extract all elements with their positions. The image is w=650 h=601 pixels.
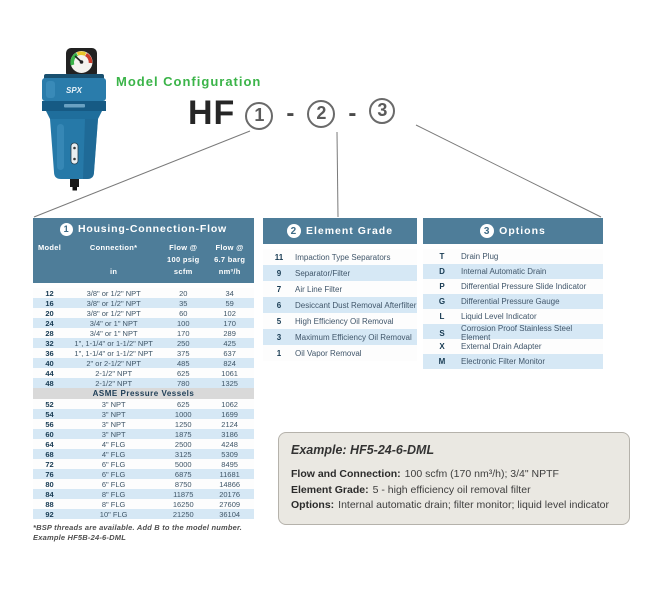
grade-code-cell: 1 bbox=[276, 348, 282, 358]
example-line-label: Options: bbox=[291, 499, 335, 511]
scfm-cell: 60 bbox=[179, 308, 188, 318]
option-label-cell: Internal Automatic Drain bbox=[461, 267, 547, 276]
table-row bbox=[263, 329, 417, 345]
col-flow-barg bbox=[205, 242, 254, 278]
table-row bbox=[423, 354, 603, 369]
option-code-cell: T bbox=[439, 252, 445, 261]
nm3h-cell: 102 bbox=[223, 308, 236, 318]
connection-cell: 3/8" or 1/2" NPT bbox=[86, 298, 141, 308]
scfm-cell: 16250 bbox=[172, 499, 194, 509]
connection-cell: 3" NPT bbox=[101, 399, 126, 409]
housing-table-title-text: Housing-Connection-Flow bbox=[77, 223, 228, 235]
scfm-cell: 780 bbox=[176, 378, 190, 388]
example-line bbox=[291, 483, 617, 499]
model-cell: 92 bbox=[45, 509, 54, 519]
option-label-cell: Liquid Level Indicator bbox=[461, 312, 537, 321]
filter-bowl bbox=[46, 111, 102, 191]
scfm-cell: 1250 bbox=[174, 419, 192, 429]
col-model bbox=[33, 242, 66, 278]
connection-cell: 2-1/2" NPT bbox=[95, 378, 133, 388]
connection-cell: 8" FLG bbox=[101, 489, 126, 499]
table-row bbox=[423, 339, 603, 354]
sight-glass-indicator bbox=[71, 143, 78, 164]
brand-label: SPX bbox=[65, 86, 83, 95]
scfm-cell: 625 bbox=[176, 399, 190, 409]
grade-label-cell: High Efficiency Oil Removal bbox=[295, 316, 394, 326]
connection-cell: 3" NPT bbox=[101, 419, 126, 429]
connection-cell: 3" NPT bbox=[101, 409, 126, 419]
option-label-cell: Electronic Filter Monitor bbox=[461, 357, 546, 366]
model-cell: 16 bbox=[45, 298, 54, 308]
nm3h-cell: 2124 bbox=[221, 419, 238, 429]
option-label-cell: Corrosion Proof Stainless Steel Element bbox=[461, 324, 573, 342]
options-header bbox=[423, 218, 603, 244]
nm3h-cell: 1061 bbox=[221, 368, 238, 378]
housing-rows bbox=[33, 288, 254, 388]
nm3h-cell: 1325 bbox=[221, 378, 238, 388]
table-row bbox=[33, 469, 254, 479]
connection-cell: 6" FLG bbox=[101, 459, 126, 469]
option-code-cell: L bbox=[439, 312, 445, 321]
nm3h-cell: 8495 bbox=[221, 459, 238, 469]
example-box bbox=[278, 432, 630, 525]
grade-label-cell: Oil Vapor Removal bbox=[295, 348, 362, 358]
table-row bbox=[423, 249, 603, 264]
element-grade-rows bbox=[263, 249, 417, 361]
scfm-cell: 625 bbox=[176, 368, 190, 378]
circled-2-icon: 2 bbox=[287, 224, 301, 238]
options-title-text: Options bbox=[499, 225, 546, 237]
options-title bbox=[423, 218, 603, 244]
element-grade-header bbox=[263, 218, 417, 244]
table-row bbox=[33, 378, 254, 388]
table-row bbox=[33, 308, 254, 318]
option-code-cell: S bbox=[439, 328, 445, 338]
drain-stem bbox=[70, 179, 79, 187]
nm3h-cell: 1699 bbox=[221, 409, 238, 419]
connection-cell: 3" NPT bbox=[101, 429, 126, 439]
scfm-cell: 20 bbox=[179, 288, 188, 298]
col-flow2-label: Flow @ bbox=[215, 243, 244, 252]
circled-1-icon: 1 bbox=[60, 223, 73, 236]
example-title: Example: HF5-24-6-DML bbox=[291, 443, 435, 457]
circled-3-icon: 3 bbox=[480, 224, 494, 238]
grade-code-cell: 3 bbox=[276, 332, 282, 342]
example-line-value: 5 - high efficiency oil removal filter bbox=[372, 483, 531, 496]
element-grade-table bbox=[263, 218, 417, 361]
scfm-cell: 2500 bbox=[174, 439, 192, 449]
scfm-cell: 485 bbox=[176, 358, 190, 368]
col-flow1-label: Flow @ bbox=[169, 243, 198, 252]
col-flow2-sub: 6.7 barg bbox=[214, 255, 246, 264]
option-code-cell: M bbox=[438, 357, 446, 366]
pressure-gauge-icon bbox=[66, 48, 97, 78]
col-connection bbox=[66, 242, 161, 278]
options-rows bbox=[423, 249, 603, 369]
table-row bbox=[423, 294, 603, 309]
example-line-label: Flow and Connection: bbox=[291, 468, 401, 480]
nm3h-cell: 637 bbox=[223, 348, 236, 358]
model-cell: 12 bbox=[45, 288, 54, 298]
dash-separator: - bbox=[286, 99, 295, 127]
dash-separator: - bbox=[348, 99, 357, 127]
nm3h-cell: 27609 bbox=[219, 499, 241, 509]
example-line-label: Element Grade: bbox=[291, 483, 369, 496]
scfm-cell: 8750 bbox=[174, 479, 192, 489]
connection-cell: 3/4" or 1" NPT bbox=[89, 328, 138, 338]
table-row bbox=[263, 265, 417, 281]
table-row bbox=[33, 338, 254, 348]
housing-table-header bbox=[33, 218, 254, 283]
grade-label-cell: Desiccant Dust Removal Afterfilter bbox=[295, 300, 417, 310]
model-cell: 64 bbox=[45, 439, 54, 449]
table-row bbox=[263, 297, 417, 313]
table-row bbox=[33, 368, 254, 378]
example-line-value: 100 scfm (170 nm³/h); 3/4" NPTF bbox=[404, 468, 559, 480]
table-row bbox=[33, 489, 254, 499]
option-code-cell: P bbox=[439, 282, 445, 291]
connection-cell: 6" FLG bbox=[101, 469, 126, 479]
connection-cell: 3/8" or 1/2" NPT bbox=[86, 288, 141, 298]
model-cell: 52 bbox=[45, 399, 54, 409]
table-row bbox=[33, 479, 254, 489]
filter-product-image bbox=[36, 42, 114, 192]
grade-code-cell: 5 bbox=[276, 316, 282, 326]
table-row bbox=[33, 318, 254, 328]
page-title: Model Configuration bbox=[116, 74, 262, 89]
table-row bbox=[263, 281, 417, 297]
grade-label-cell: Separator/Filter bbox=[295, 268, 351, 278]
table-row bbox=[263, 249, 417, 265]
model-cell: 48 bbox=[45, 378, 54, 388]
option-label-cell: Differential Pressure Slide Indicator bbox=[461, 282, 587, 291]
footnote-line-2: Example HF5B-24-6-DML bbox=[33, 533, 126, 542]
model-cell: 68 bbox=[45, 449, 54, 459]
option-code-cell: G bbox=[438, 297, 446, 306]
table-row bbox=[33, 399, 254, 409]
grade-code-cell: 7 bbox=[276, 284, 282, 294]
nm3h-cell: 5309 bbox=[221, 449, 238, 459]
example-line bbox=[291, 467, 617, 483]
model-prefix: HF bbox=[188, 94, 236, 132]
connection-cell: 3/4" or 1" NPT bbox=[89, 318, 138, 328]
placeholder-1-circle: 1 bbox=[245, 102, 273, 130]
model-cell: 76 bbox=[45, 469, 54, 479]
model-cell: 28 bbox=[45, 328, 54, 338]
model-cell: 36 bbox=[45, 348, 54, 358]
nm3h-cell: 3186 bbox=[221, 429, 238, 439]
grade-label-cell: Maximum Efficiency Oil Removal bbox=[295, 332, 412, 342]
model-cell: 60 bbox=[45, 429, 54, 439]
table-row bbox=[423, 309, 603, 324]
option-label-cell: Differential Pressure Gauge bbox=[461, 297, 560, 306]
model-cell: 88 bbox=[45, 499, 54, 509]
nm3h-cell: 36104 bbox=[219, 509, 241, 519]
table-row bbox=[33, 298, 254, 308]
example-lines bbox=[291, 467, 617, 514]
table-row bbox=[33, 459, 254, 469]
table-row bbox=[33, 439, 254, 449]
table-row bbox=[33, 348, 254, 358]
filter-head bbox=[42, 74, 106, 111]
grade-label-cell: Impaction Type Separators bbox=[295, 252, 391, 262]
model-cell: 56 bbox=[45, 419, 54, 429]
scfm-cell: 11875 bbox=[173, 489, 194, 499]
example-line bbox=[291, 498, 617, 514]
connection-cell: 10" FLG bbox=[99, 509, 128, 519]
option-code-cell: D bbox=[439, 267, 445, 276]
connection-cell: 1", 1-1/4" or 1-1/2" NPT bbox=[74, 338, 153, 348]
scfm-cell: 5000 bbox=[174, 459, 192, 469]
option-code-cell: X bbox=[439, 342, 445, 351]
asme-section-header: ASME Pressure Vessels bbox=[33, 388, 254, 399]
scfm-cell: 375 bbox=[176, 348, 190, 358]
table-row bbox=[33, 429, 254, 439]
scfm-cell: 170 bbox=[176, 328, 190, 338]
connection-cell: 2" or 2-1/2" NPT bbox=[86, 358, 141, 368]
table-row bbox=[423, 279, 603, 294]
scfm-cell: 1000 bbox=[174, 409, 192, 419]
connection-cell: 8" FLG bbox=[101, 499, 126, 509]
element-grade-title-text: Element Grade bbox=[305, 225, 394, 237]
grade-code-cell: 9 bbox=[276, 268, 282, 278]
connection-cell: 6" FLG bbox=[101, 479, 126, 489]
nm3h-cell: 11681 bbox=[219, 469, 240, 479]
scfm-cell: 1875 bbox=[174, 429, 192, 439]
scfm-cell: 3125 bbox=[174, 449, 192, 459]
nm3h-cell: 14866 bbox=[219, 479, 241, 489]
option-label-cell: Drain Plug bbox=[461, 252, 499, 261]
connection-cell: 2-1/2" NPT bbox=[95, 368, 133, 378]
scfm-cell: 100 bbox=[176, 318, 190, 328]
col-flow2-unit: nm³/h bbox=[218, 267, 241, 276]
model-code-diagram bbox=[188, 94, 395, 133]
table-row bbox=[33, 328, 254, 338]
model-cell: 20 bbox=[45, 308, 54, 318]
table-row bbox=[33, 419, 254, 429]
housing-column-headers bbox=[33, 240, 254, 283]
nm3h-cell: 59 bbox=[225, 298, 234, 308]
model-cell: 40 bbox=[45, 358, 54, 368]
housing-table-title bbox=[33, 218, 254, 240]
scfm-cell: 21250 bbox=[172, 509, 194, 519]
model-cell: 54 bbox=[45, 409, 54, 419]
table-row bbox=[423, 324, 603, 342]
col-model-label: Model bbox=[37, 243, 62, 252]
nm3h-cell: 425 bbox=[223, 338, 236, 348]
nm3h-cell: 824 bbox=[223, 358, 236, 368]
table-row bbox=[33, 509, 254, 519]
model-cell: 44 bbox=[45, 368, 54, 378]
model-cell: 80 bbox=[45, 479, 54, 489]
scfm-cell: 250 bbox=[176, 338, 190, 348]
table-row bbox=[33, 288, 254, 298]
footnote-line-1: *BSP threads are available. Add B to the model number. bbox=[33, 523, 243, 532]
placeholder-2-circle: 2 bbox=[307, 100, 335, 128]
options-table bbox=[423, 218, 603, 369]
table-row bbox=[33, 409, 254, 419]
table-row bbox=[33, 358, 254, 368]
housing-asme-rows bbox=[33, 399, 254, 519]
nm3h-cell: 34 bbox=[225, 288, 234, 298]
table-row bbox=[263, 313, 417, 329]
model-cell: 32 bbox=[45, 338, 54, 348]
col-connection-unit: in bbox=[110, 267, 118, 276]
model-cell: 24 bbox=[45, 318, 54, 328]
col-connection-label: Connection* bbox=[89, 243, 138, 252]
table-row bbox=[33, 499, 254, 509]
connection-cell: 3/8" or 1/2" NPT bbox=[86, 308, 141, 318]
connection-cell: 4" FLG bbox=[101, 439, 126, 449]
option-label-cell: External Drain Adapter bbox=[461, 342, 542, 351]
nm3h-cell: 1062 bbox=[221, 399, 238, 409]
col-flow1-sub: 100 psig bbox=[167, 255, 200, 264]
nm3h-cell: 170 bbox=[223, 318, 236, 328]
model-cell: 84 bbox=[45, 489, 54, 499]
grade-code-cell: 6 bbox=[276, 300, 282, 310]
placeholder-3-circle: 3 bbox=[369, 98, 395, 124]
col-flow1-unit: scfm bbox=[173, 267, 193, 276]
model-cell: 72 bbox=[45, 459, 54, 469]
connection-cell: 4" FLG bbox=[101, 449, 126, 459]
example-line-value: Internal automatic drain; filter monitor; liquid level indicator bbox=[338, 499, 609, 511]
element-grade-title bbox=[263, 218, 417, 244]
col-flow-psig bbox=[161, 242, 205, 278]
table-row bbox=[33, 449, 254, 459]
nm3h-cell: 20176 bbox=[219, 489, 241, 499]
nm3h-cell: 289 bbox=[223, 328, 236, 338]
scfm-cell: 35 bbox=[179, 298, 188, 308]
grade-code-cell: 11 bbox=[274, 252, 284, 262]
table-row bbox=[263, 345, 417, 361]
grade-label-cell: Air Line Filter bbox=[295, 284, 343, 294]
bsp-footnote bbox=[33, 523, 242, 543]
nm3h-cell: 4248 bbox=[221, 439, 238, 449]
housing-connection-flow-table bbox=[33, 218, 254, 519]
connection-cell: 1", 1-1/4" or 1-1/2" NPT bbox=[74, 348, 153, 358]
table-row bbox=[423, 264, 603, 279]
scfm-cell: 6875 bbox=[174, 469, 192, 479]
